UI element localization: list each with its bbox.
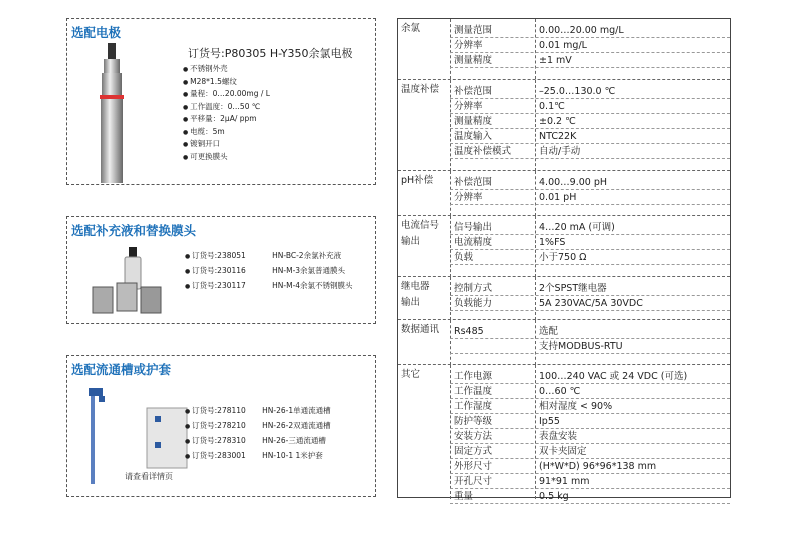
spec-value: 91*91 mm xyxy=(539,476,590,487)
list-item: ● 订货号:278310 HN-26-三通流通槽 xyxy=(185,434,331,449)
list-item: ● M28*1.5螺纹 xyxy=(183,76,270,89)
list-item: ● 量程：0…20.00mg / L xyxy=(183,88,270,101)
flow-panel xyxy=(66,355,376,497)
spec-key: 分辨率 xyxy=(454,40,483,51)
spec-key: 负载能力 xyxy=(454,298,493,309)
list-item: ● 订货号:278210 HN-26-2双通流通槽 xyxy=(185,419,331,434)
spec-value: 0.1℃ xyxy=(539,101,565,112)
spec-value: NTC22K xyxy=(539,131,577,142)
spec-key: 测量范围 xyxy=(454,25,493,36)
spec-key: 外形尺寸 xyxy=(454,461,493,472)
spec-key: 分辨率 xyxy=(454,101,483,112)
spec-row xyxy=(450,53,730,68)
spec-value: 双卡夹固定 xyxy=(539,446,587,457)
spec-value: 100…240 VAC 或 24 VDC (可选) xyxy=(539,371,688,382)
spec-value: 相对湿度 < 90% xyxy=(539,401,613,412)
spec-row xyxy=(450,399,730,414)
spec-key: 温度输入 xyxy=(454,131,493,142)
spec-row xyxy=(450,339,730,354)
spec-category: 余氯 xyxy=(401,23,421,34)
spec-value: ±0.2 ℃ xyxy=(539,116,576,127)
spec-key: 分辨率 xyxy=(454,192,483,203)
spec-value: 2个SPST继电器 xyxy=(539,283,607,294)
spec-key: 安装方法 xyxy=(454,431,493,442)
spec-value: 0.00…20.00 mg/L xyxy=(539,25,624,36)
list-item: ● 工作温度：0…50 ℃ xyxy=(183,101,270,114)
spec-section xyxy=(398,215,730,277)
spec-row xyxy=(450,296,730,311)
spec-key: 温度补偿模式 xyxy=(454,146,512,157)
spec-value: Ip55 xyxy=(539,416,560,427)
spec-value: ±1 mV xyxy=(539,55,572,66)
spec-category: 电流信号 输出 xyxy=(401,220,440,247)
list-item: ● 电缆：5m xyxy=(183,126,270,139)
spec-row xyxy=(450,444,730,459)
list-item: ● 可更换膜头 xyxy=(183,151,270,164)
spec-key: 电流精度 xyxy=(454,237,493,248)
spec-key: 工作温度 xyxy=(454,386,493,397)
spec-row xyxy=(450,129,730,144)
spec-table xyxy=(397,18,731,502)
spec-value: 选配 xyxy=(539,326,559,337)
spec-row xyxy=(450,250,730,265)
spec-value: 表盘安装 xyxy=(539,431,578,442)
spec-key: 工作湿度 xyxy=(454,401,493,412)
spec-section xyxy=(398,364,730,502)
spec-section xyxy=(398,79,730,171)
spec-value: –25.0…130.0 ℃ xyxy=(539,86,616,97)
list-item: ● 订货号:230116 HN-M-3余氯普通膜头 xyxy=(185,264,353,279)
spec-row xyxy=(450,474,730,489)
spec-category: pH补偿 xyxy=(401,175,434,186)
spec-value: 自动/手动 xyxy=(539,146,581,157)
list-item: ● 平移量：2μA/ ppm xyxy=(183,113,270,126)
spec-value: 1%FS xyxy=(539,237,566,248)
spec-category: 温度补偿 xyxy=(401,84,440,95)
spec-key: Rs485 xyxy=(454,326,484,337)
spec-category: 数据通讯 xyxy=(401,324,440,335)
spec-row xyxy=(450,235,730,250)
spec-key: 测量精度 xyxy=(454,55,493,66)
spec-row xyxy=(450,99,730,114)
spec-key: 负载 xyxy=(454,252,474,263)
spec-key: 补偿范围 xyxy=(454,177,493,188)
spec-key: 防护等级 xyxy=(454,416,493,427)
spec-value: 4.00…9.00 pH xyxy=(539,177,607,188)
see-details-note: 请查看详情页 xyxy=(125,472,173,481)
spec-row xyxy=(450,384,730,399)
spec-row xyxy=(450,369,730,384)
spec-value: 小于750 Ω xyxy=(539,252,587,263)
spec-value: 0.01 pH xyxy=(539,192,577,203)
spec-value: 0…60 ℃ xyxy=(539,386,581,397)
spec-row xyxy=(450,429,730,444)
electrode-panel xyxy=(66,18,376,185)
spec-key: 控制方式 xyxy=(454,283,493,294)
spec-row xyxy=(450,414,730,429)
spec-value: (H*W*D) 96*96*138 mm xyxy=(539,461,657,472)
refill-title: 选配补充液和替换膜头 xyxy=(71,223,197,238)
spec-key: 固定方式 xyxy=(454,446,493,457)
refill-panel xyxy=(66,216,376,324)
spec-section xyxy=(398,170,730,216)
spec-key: 工作电源 xyxy=(454,371,493,382)
spec-value: 4…20 mA (可调) xyxy=(539,222,615,233)
spec-value: 0.01 mg/L xyxy=(539,40,587,51)
spec-row xyxy=(450,190,730,205)
spec-key: 重量 xyxy=(454,491,474,502)
spec-category: 其它 xyxy=(401,369,421,380)
spec-section xyxy=(398,276,730,320)
refill-list xyxy=(185,249,353,294)
list-item: ● 镀铜开口 xyxy=(183,138,270,151)
list-item: ● 订货号:238051 HN-BC-2余氯补充液 xyxy=(185,249,353,264)
spec-row xyxy=(450,114,730,129)
spec-section xyxy=(398,319,730,365)
spec-key: 测量精度 xyxy=(454,116,493,127)
spec-key: 信号输出 xyxy=(454,222,493,233)
spec-row xyxy=(450,84,730,99)
electrode-image xyxy=(95,43,129,183)
list-item: ● 订货号:278110 HN-26-1单通流通槽 xyxy=(185,404,331,419)
spec-value: 0.5 kg xyxy=(539,491,569,502)
electrode-feature-list xyxy=(183,63,270,163)
list-item: ● 订货号:283001 HN-10-1 1米护套 xyxy=(185,449,331,464)
spec-key: 补偿范围 xyxy=(454,86,493,97)
flow-title: 选配流通槽或护套 xyxy=(71,362,172,377)
list-item: ● 不锈钢外壳 xyxy=(183,63,270,76)
spec-row xyxy=(450,281,730,296)
flow-list xyxy=(185,404,331,464)
spec-value: 5A 230VAC/5A 30VDC xyxy=(539,298,643,309)
spec-row xyxy=(450,459,730,474)
spec-section xyxy=(398,19,730,79)
spec-key: 开孔尺寸 xyxy=(454,476,493,487)
spec-row xyxy=(450,489,730,504)
electrode-title: 选配电极 xyxy=(71,25,122,40)
list-item: ● 订货号:230117 HN-M-4余氯不锈钢膜头 xyxy=(185,279,353,294)
spec-row xyxy=(450,324,730,339)
spec-category: 继电器 输出 xyxy=(401,281,430,308)
spec-row xyxy=(450,144,730,159)
spec-row xyxy=(450,175,730,190)
spec-row xyxy=(450,38,730,53)
spec-row xyxy=(450,23,730,38)
spec-row xyxy=(450,220,730,235)
refill-image xyxy=(87,245,171,317)
electrode-order: 订货号:P80305 H-Y350余氯电极 xyxy=(188,47,353,60)
spec-value: 支持MODBUS-RTU xyxy=(539,341,623,352)
